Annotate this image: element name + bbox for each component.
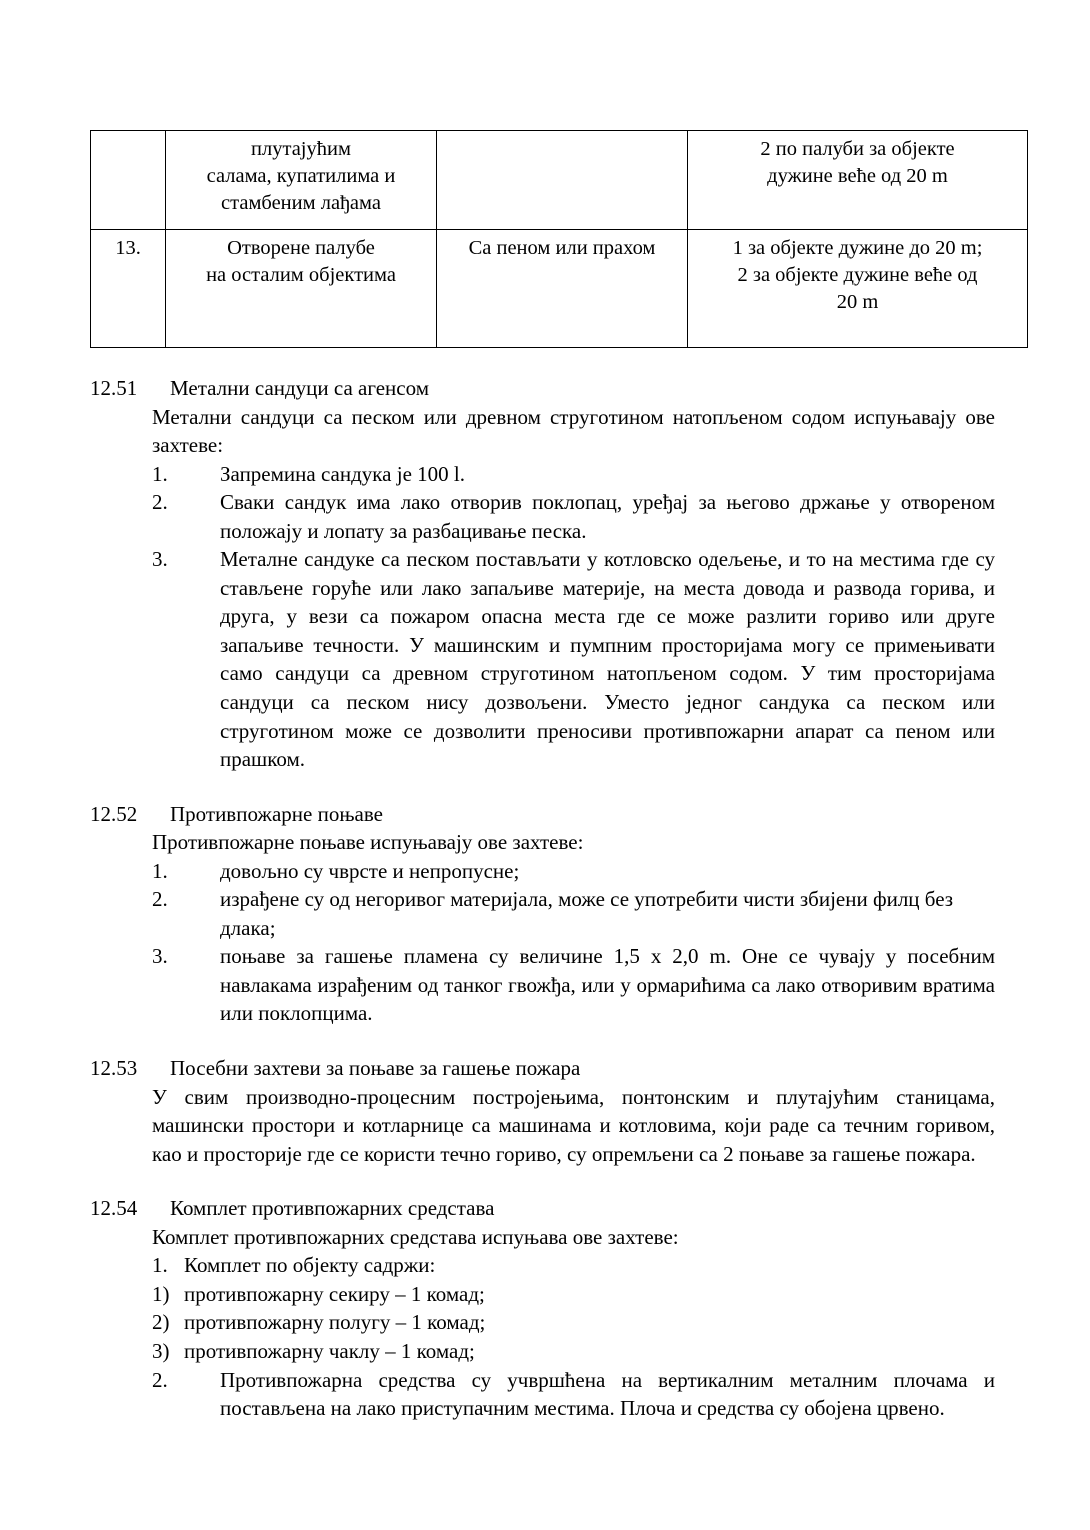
section-heading xyxy=(90,374,995,403)
list-item xyxy=(152,545,995,773)
table-cell-number xyxy=(91,131,166,230)
cell-line: 2 за објекте дужине веће од xyxy=(737,264,978,287)
section-number: 12.54 xyxy=(90,1196,138,1221)
cell-line: 2 по палуби за објекте xyxy=(760,138,955,160)
section-12-52 xyxy=(90,800,995,1028)
cell-line: 1 за објекте дужине до 20 m; xyxy=(732,237,983,259)
list-marker: 2) xyxy=(152,1310,170,1335)
section-heading xyxy=(90,1054,995,1083)
list-item xyxy=(152,1366,995,1423)
table-cell-type xyxy=(437,131,688,230)
cell-line: салама, купатилима и xyxy=(206,165,396,188)
table-cell-number: 13. xyxy=(91,230,166,348)
section-number: 12.53 xyxy=(90,1056,138,1081)
cell-line: плутајућим xyxy=(251,138,351,160)
table-row xyxy=(91,131,1028,230)
list-item xyxy=(152,1251,995,1280)
cell-line: Отворене палубе xyxy=(227,237,375,259)
section-title: Метални сандуци са агенсом xyxy=(170,376,429,400)
cell-line: на осталим објектима xyxy=(206,264,396,287)
table-row xyxy=(91,230,1028,348)
table-cell-type: Са пеном или прахом xyxy=(437,230,688,348)
list-item xyxy=(152,488,995,545)
section-intro: Комплет противпожарних средстава испуњава ове захтеве: xyxy=(152,1224,679,1249)
cell-line: дужине веће од 20 m xyxy=(767,165,948,188)
section-number: 12.52 xyxy=(90,801,138,826)
section-heading xyxy=(90,800,995,829)
list-item xyxy=(152,1308,995,1337)
list-text: израђене су од негоривог материјала, може се употребити чисти збијени филц без длака; xyxy=(220,887,954,940)
list-text: Запремина сандука је 100 l. xyxy=(220,461,465,486)
list-text: противпожарну чаклу – 1 комад; xyxy=(184,1338,475,1363)
list-marker: 1. xyxy=(152,461,168,486)
table-cell-quantity xyxy=(688,131,1028,230)
list-text: противпожарну секиру – 1 комад; xyxy=(184,1281,485,1306)
list-text: Противпожарна средства су учвршћена на вертикалним металним плочама и постављена на лако приступачним местима. Плоча и средства су обојена црвено. xyxy=(220,1367,995,1421)
list-item xyxy=(152,1280,995,1309)
section-intro: Противпожарне поњаве испуњавају ове захтеве: xyxy=(152,830,584,855)
list-marker: 1) xyxy=(152,1281,170,1306)
section-intro: У свим производно-процесним постројењима, понтонским и плутајућим станицама, машински простори и котларнице са машинама и котловима, који раде са течним горивом, као и просторије где се користи течно гориво, су опремљени са 2 поњаве за гашење пожара. xyxy=(152,1084,995,1166)
list-text: Металне сандуке са песком постављати у котловско одељење, и то на местима где су стављене горуће или лако запаљиве материје, на места довода и развода горива, и друга, у вези са пожаром опасна места где се може разлити гориво или друге запаљиве течности. У машинским и пумпним просторијама могу се примењивати само сандуци са древном стругoтином натопљеном содом. У тим просторијама сандуци са песком нису дозвољени. Уместо једног сандука са песком или стругoтином може се дозволити преносиви противпожарни апарат са пеном или прашком. xyxy=(220,547,995,772)
list-text: поњаве за гашење пламена су величине 1,5 x 2,0 m. Оне се чувају у посебним навлакама израђеним од танког гвожђа, или у ормарићима са лако отворивим вратима или поклопцима. xyxy=(220,944,995,1026)
list-marker: 1. xyxy=(152,858,168,883)
list-text: противпожарну полугу – 1 комад; xyxy=(184,1310,486,1335)
section-title: Комплет противпожарних средстава xyxy=(170,1196,495,1221)
list-item xyxy=(152,460,995,489)
section-12-51 xyxy=(90,374,995,774)
list-text: Сваки сандук има лако отворив поклопац, уређај за његово држање у отвореном положају и лопату за разбацивање песка. xyxy=(220,490,995,543)
section-heading xyxy=(90,1194,995,1223)
section-12-54 xyxy=(90,1194,995,1422)
table-cell-quantity xyxy=(688,230,1028,348)
list-marker: 3) xyxy=(152,1338,170,1363)
section-number: 12.51 xyxy=(90,376,138,400)
list-item xyxy=(152,1337,995,1366)
section-title: Противпожарне поњаве xyxy=(170,801,383,826)
cell-line: стамбеним лађама xyxy=(221,192,381,215)
list-marker: 2. xyxy=(152,887,168,912)
list-marker: 2. xyxy=(152,1367,168,1392)
list-marker: 1. xyxy=(152,1253,168,1278)
section-12-53 xyxy=(90,1054,995,1168)
list-item xyxy=(152,942,995,1028)
list-marker: 2. xyxy=(152,490,168,515)
list-item xyxy=(152,885,995,942)
list-item xyxy=(152,857,995,886)
table-cell-location xyxy=(166,131,437,230)
list-marker: 3. xyxy=(152,944,168,969)
fire-equipment-table xyxy=(90,130,1028,348)
list-text: Комплет по објекту садржи: xyxy=(184,1253,436,1278)
section-intro: Метални сандуци са песком или древном стругoтином натопљеном содом испуњавају ове захтеве: xyxy=(152,404,995,458)
list-marker: 3. xyxy=(152,547,168,572)
list-text: довољно су чврсте и непропусне; xyxy=(220,858,520,883)
table-cell-location xyxy=(166,230,437,348)
cell-line: 20 m xyxy=(836,291,879,314)
section-title: Посебни захтеви за поњаве за гашење пожара xyxy=(170,1056,581,1081)
